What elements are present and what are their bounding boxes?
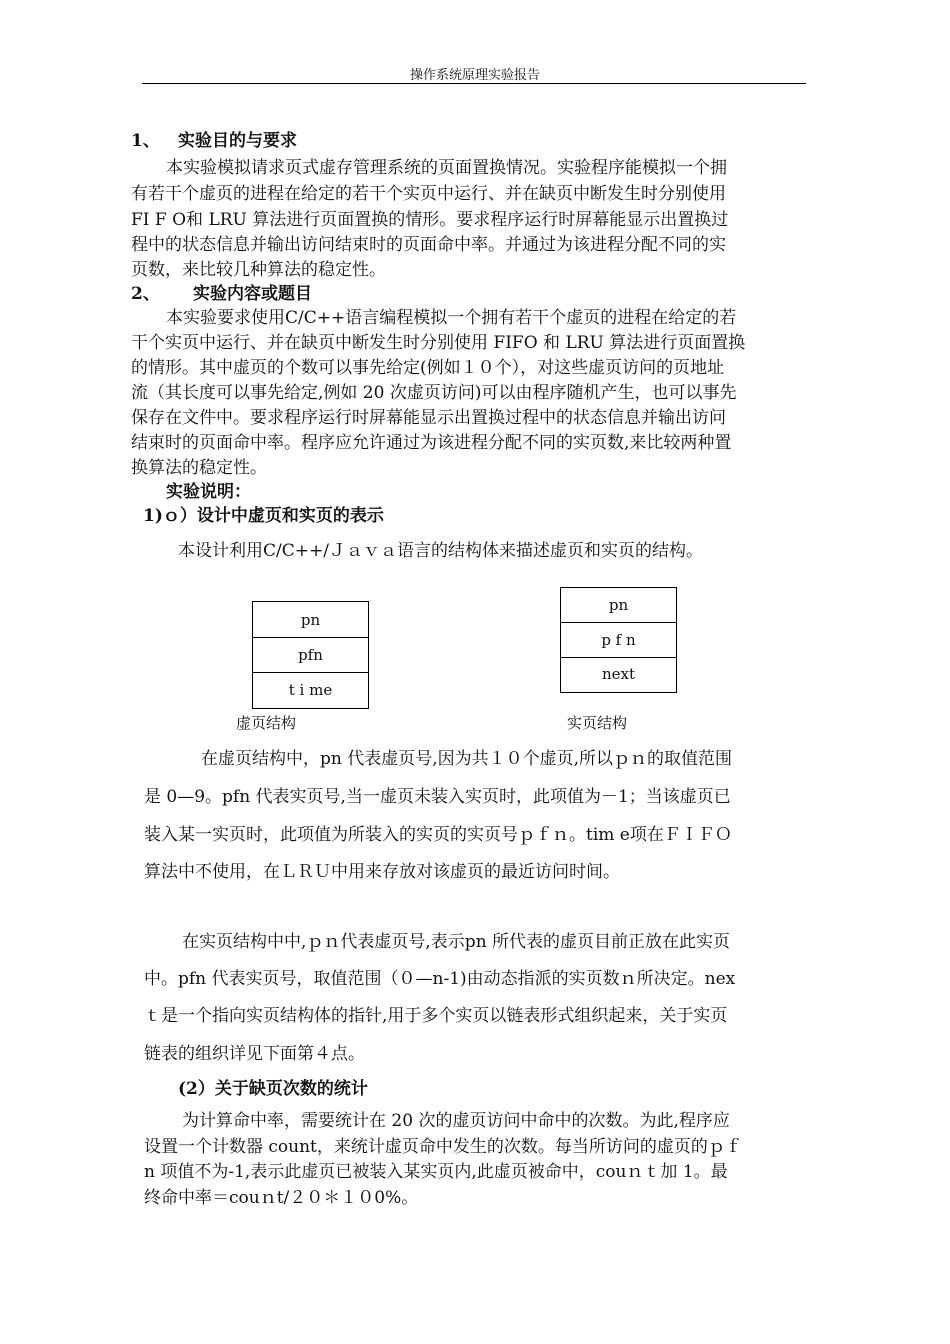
section2-line-1: 本实验要求使用C/C++语言编程模拟一个拥有若干个虚页的进程在给定的若 [166, 308, 737, 328]
section2-title: 实验内容或题目 [193, 284, 312, 304]
real-page-struct-box [560, 587, 677, 693]
subsection2-title: (2）关于缺页次数的统计 [178, 1079, 368, 1099]
virtual-para-line-3: 装入某一实页时，此项值为所装入的实页的实页号ｐｆｎ。tim e项在ＦＩＦＯ [144, 825, 732, 845]
section2-line-4: 流（其长度可以事先给定,例如 20 次虚页访问)可以由程序随机产生，也可以事先 [131, 383, 737, 403]
virtual-para-line-4: 算法中不使用，在ＬＲＵ中用来存放对该虚页的最近访问时间。 [144, 862, 620, 882]
section1-line-3: FI F O和 LRU 算法进行页面置换的情形。要求程序运行时屏幕能显示出置换过 [131, 210, 729, 230]
subsection1-title: 1)ｏ）设计中虚页和实页的表示 [143, 506, 384, 526]
virtual-field-pfn: pfn [253, 637, 368, 673]
section3-line-3: n 项值不为-1,表示此虚页已被装入某实页内,此虚页被命中，couｎｔ加 1。最 [144, 1162, 728, 1182]
section3-line-2: 设置一个计数器 count，来统计虚页命中发生的次数。每当所访问的虚页的ｐｆ [144, 1137, 742, 1157]
header-rule [142, 83, 806, 84]
real-field-next: next [601, 665, 636, 683]
real-para-line-1: 在实页结构中中,ｐｎ代表虚页号,表示pn 所代表的虚页目前正放在此实页 [182, 932, 731, 952]
section1-number: 1、 [131, 131, 160, 151]
section2-line-6: 结束时的页面命中率。程序应允许通过为该进程分配不同的实页数,来比较两种置 [131, 433, 732, 453]
real-para-line-4: 链表的组织详见下面第４点。 [144, 1044, 365, 1064]
real-struct-caption: 实页结构 [567, 714, 628, 732]
real-para-line-3: ｔ是一个指向实页结构体的指针,用于多个实页以链表形式组织起来，关于实页 [144, 1006, 728, 1026]
subsection1-line: 本设计利用C/C++/Ｊａｖａ语言的结构体来描述虚页和实页的结构。 [178, 541, 703, 561]
virtual-page-struct-box [252, 601, 369, 709]
section2-line-3: 的情形。其中虚页的个数可以事先给定(例如１０个），对这些虚页访问的页地址 [131, 358, 725, 378]
real-field-pn: pn [561, 588, 676, 623]
real-field-pfn: p f n [561, 622, 676, 658]
section2-line-7: 换算法的稳定性。 [131, 458, 267, 478]
virtual-struct-caption: 虚页结构 [236, 714, 297, 732]
virtual-para-line-1: 在虚页结构中，pn 代表虚页号,因为共１０个虚页,所以ｐｎ的取值范围 [201, 749, 733, 769]
section2-line-5: 保存在文件中。要求程序运行时屏幕能显示出置换过程中的状态信息并输出访问 [131, 408, 726, 428]
section1-line-4: 程中的状态信息并输出访问结束时的页面命中率。并通过为该进程分配不同的实 [131, 235, 726, 255]
real-para-line-2: 中。pfn 代表实页号，取值范围（０—n-1)由动态指派的实页数ｎ所决定。nex [144, 969, 736, 989]
section1-line-2: 有若干个虚页的进程在给定的若干个实页中运行、并在缺页中断发生时分别使用 [131, 184, 726, 204]
virtual-para-line-2: 是 0—9。pfn 代表实页号,当一虚页未装入实页时，此项值为－1；当该虚页已 [144, 787, 731, 807]
virtual-field-pn: pn [253, 602, 368, 638]
virtual-field-time: t i me [288, 680, 333, 699]
section2-line-2: 干个实页中运行、并在缺页中断发生时分别使用 FIFO 和 LRU 算法进行页面置换 [131, 333, 746, 353]
section3-line-4: 终命中率＝couｎt/２０＊１０0%。 [144, 1188, 419, 1208]
section1-title: 实验目的与要求 [178, 131, 297, 151]
section1-line-1: 本实验模拟请求页式虚存管理系统的页面置换情况。实验程序能模拟一个拥 [166, 158, 727, 178]
section1-line-5: 页数，来比较几种算法的稳定性。 [131, 260, 386, 280]
section3-line-1: 为计算命中率，需要统计在 20 次的虚页访问中命中的次数。为此,程序应 [182, 1111, 730, 1131]
explain-title: 实验说明： [166, 482, 251, 502]
running-header: 操作系统原理实验报告 [409, 68, 540, 83]
section2-number: 2、 [131, 284, 160, 304]
